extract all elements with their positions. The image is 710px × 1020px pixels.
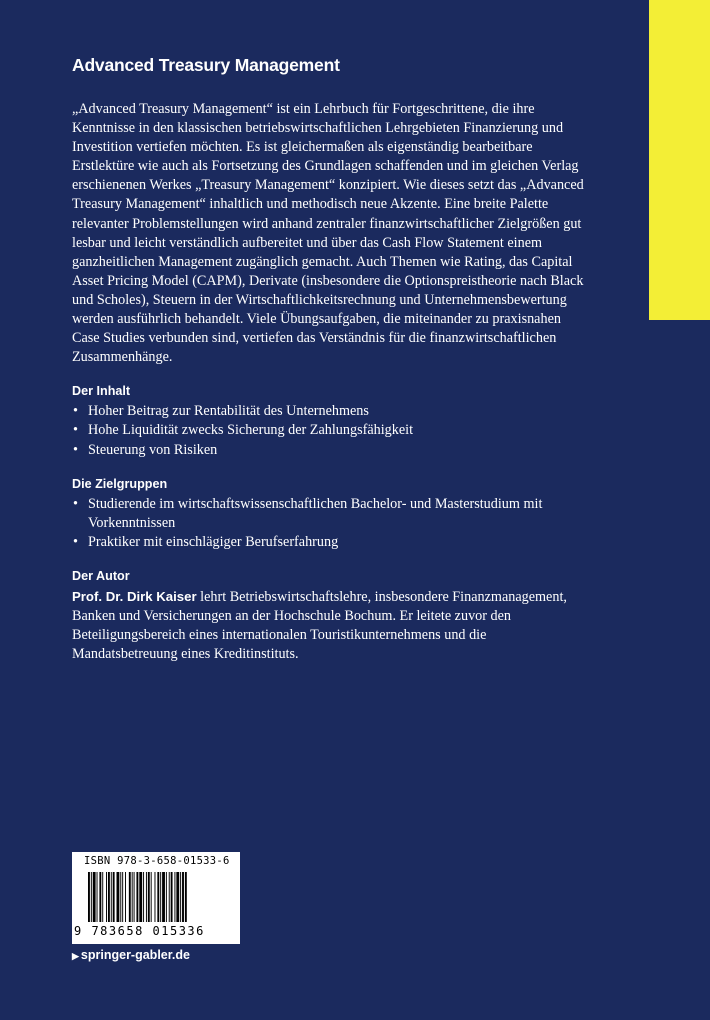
author-bio-text: lehrt Betriebswirtschaftslehre, insbesondere Finanzmanagement, Banken und Versicherungen an der Hochschule Bochum. Er leitete zuvor den Beteiligungsbereich eines internationalen Touristikunternehmens und die Mandatsbetreuung eines Kreditinstituts. <box>72 588 567 663</box>
barcode-bars <box>88 872 228 922</box>
list-item <box>72 402 592 421</box>
list-item-text: Steuerung von Risiken <box>88 441 218 458</box>
list-item-text: Praktiker mit einschlägiger Berufserfahrung <box>88 533 339 550</box>
barcode-digits: 9 783658 015336 <box>74 924 205 938</box>
list-item-text: Hohe Liquidität zwecks Sicherung der Zahlungsfähigkeit <box>88 422 414 439</box>
section-heading-autor: Der Autor <box>72 568 130 583</box>
bullet: • <box>73 441 78 458</box>
list-item <box>72 533 592 552</box>
arrow-icon: ▶ <box>72 951 79 961</box>
zielgruppen-list <box>72 495 592 552</box>
section-heading-inhalt: Der Inhalt <box>72 384 131 399</box>
inhalt-list <box>72 402 592 459</box>
section-zielgruppen <box>72 477 592 552</box>
section-heading-zielgruppen: Die Zielgruppen <box>72 476 168 491</box>
list-item-text: Studierende im wirtschaftswissenschaftlichen Bachelor- und Masterstudium mit Vorkenntnissen <box>88 495 543 531</box>
book-title: Advanced Treasury Management <box>72 55 340 75</box>
back-cover-content <box>72 55 592 664</box>
publisher-url: springer-gabler.de <box>80 948 190 962</box>
author-name: Prof. Dr. Dirk Kaiser <box>72 588 197 604</box>
list-item <box>72 441 592 460</box>
section-inhalt <box>72 384 592 459</box>
bullet: • <box>73 495 78 512</box>
intro-paragraph: „Advanced Treasury Management“ ist ein Lehrbuch für Fortgeschrittene, die ihre Kenntnisse in den klassischen betriebswirtschaftlichen Lehrgebieten Finanzierung und Investition vertiefen möchten. Es ist gleichermaßen als eigenständig bearbeitbare Erstlektüre wie auch als Fortsetzung des Grundlagen schaffenden und im gleichen Verlag erschienenen Werkes „Treasury Management“ konzipiert. Wie dieses setzt das „Advanced Treasury Management“ inhaltlich und methodisch neue Akzente. Eine breite Palette relevanter Problemstellungen wird anhand zentraler finanzwirtschaftlicher Zielgrößen gut lesbar und leicht verständlich aufbereitet und über das Cash Flow Statement einem ganzheitlichen Management zugänglich gemacht. Auch Themen wie Rating, das Capital Asset Pricing Model (CAPM), Derivate (insbesondere die Optionspreistheorie nach Black und Scholes), Steuern in der Wirtschaftlichkeitsrechnung und Unternehmensbewertung werden ausführlich behandelt. Viele Übungsaufgaben, die miteinander zu praxisnahen Case Studies verbunden sind, vertiefen das Verständnis für die finanzwirtschaftlichen Zusammenhänge. <box>72 101 584 366</box>
section-autor <box>72 569 592 664</box>
author-bio <box>72 587 592 664</box>
isbn-label: ISBN 978-3-658-01533-6 <box>84 855 230 867</box>
barcode <box>72 852 240 944</box>
bullet: • <box>73 422 78 439</box>
bullet: • <box>73 403 78 420</box>
publisher-link[interactable] <box>72 948 190 962</box>
yellow-accent-band <box>649 0 710 320</box>
list-item-text: Hoher Beitrag zur Rentabilität des Unternehmens <box>88 403 369 420</box>
list-item <box>72 421 592 440</box>
bullet: • <box>73 533 78 550</box>
list-item <box>72 495 592 533</box>
